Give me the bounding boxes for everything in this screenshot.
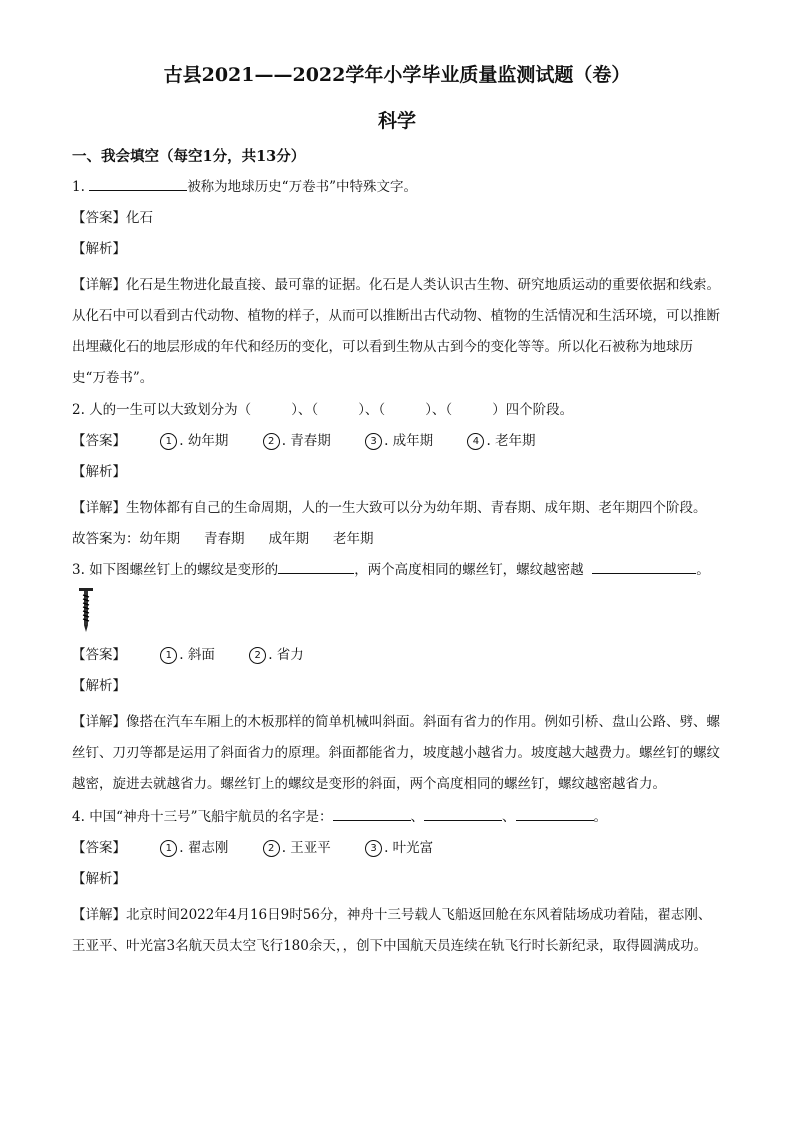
question-text-start: 人的一生可以大致划分为（ — [89, 402, 252, 418]
detail-text: 化石是生物进化最直接、最可靠的证据。化石是人类认识古生物、研究地质运动的重要依据和线索。从化石中可以看到古代动物、植物的样子，从而可以推断出古代动物、植物的生活情况和生活环境，可以推断出埋藏化石的地层形成的年代和经历的变化，可以看到生物从古到今的变化等等。所以化石被称为地球历史“万卷书”。 — [72, 277, 720, 386]
detail-1 — [72, 270, 722, 394]
answer-label: 【答案】 — [72, 210, 126, 226]
separator: 、 — [410, 809, 424, 825]
analysis-label-4: 【解析】 — [72, 871, 126, 887]
circled-number: 2 — [263, 433, 280, 450]
analysis-label-2: 【解析】 — [72, 464, 126, 480]
detail-3 — [72, 707, 722, 800]
answer-label: 【答案】 — [72, 433, 126, 449]
detail-text: 生物体都有自己的生命周期，人的一生大致可以分为幼年期、青春期、成年期、老年期四个阶段。 — [126, 500, 707, 516]
analysis-label-3: 【解析】 — [72, 678, 126, 694]
question-3 — [72, 559, 722, 581]
conclusion-2 — [72, 524, 722, 555]
answer-blank — [333, 806, 411, 821]
answer-blank — [278, 559, 354, 574]
subject-title: 科学 — [377, 110, 416, 132]
answer-label: 【答案】 — [72, 647, 126, 663]
circled-number: 1 — [160, 840, 177, 857]
answer-item: 2 . 青春期 — [263, 431, 331, 452]
circled-number: 1 — [160, 647, 177, 664]
detail-label: 【详解】 — [72, 907, 126, 923]
answer-blank — [592, 559, 696, 574]
answer-text: 幼年期 — [187, 433, 229, 449]
answer-row-4 — [72, 838, 722, 859]
answer-item: 3 . 成年期 — [365, 431, 433, 452]
answer-row-3 — [72, 645, 722, 666]
conclusion-item: 幼年期 — [139, 531, 180, 547]
question-1 — [72, 176, 722, 198]
section-heading: 一、我会填空（每空1分，共13分） — [72, 148, 306, 165]
answer-blank — [424, 806, 502, 821]
detail-2 — [72, 493, 722, 524]
answer-text: 青春期 — [290, 433, 331, 449]
paren-sep: ）、（ — [425, 402, 453, 418]
circled-number: 2 — [249, 647, 266, 664]
question-number: 2. — [72, 402, 85, 418]
circled-number: 3 — [365, 433, 382, 450]
answer-item: 1 . 翟志刚 — [160, 838, 228, 859]
question-number: 3. — [72, 562, 85, 578]
question-number: 4. — [72, 809, 85, 825]
answer-text: 成年期 — [392, 433, 434, 449]
detail-label: 【详解】 — [72, 277, 126, 293]
question-text: 中国“神舟十三号”飞船宇航员的名字是： — [89, 809, 333, 825]
answer-item: 1 . 幼年期 — [160, 431, 228, 452]
answer-item: 2 . 省力 — [249, 645, 304, 666]
paren-sep: ）、（ — [291, 402, 319, 418]
question-text-end: ）四个阶段。 — [492, 402, 574, 418]
question-text: 被称为地球历史“万卷书”中特殊文字。 — [187, 179, 417, 195]
answer-text: 叶光富 — [392, 840, 434, 856]
conclusion-label: 故答案为： — [72, 531, 140, 547]
question-text: 。 — [593, 809, 607, 825]
answer-blank — [516, 806, 594, 821]
circled-number: 3 — [365, 840, 382, 857]
question-4 — [72, 806, 722, 828]
answer-text: 翟志刚 — [187, 840, 229, 856]
question-text: 。 — [696, 562, 710, 578]
question-text: ，两个高度相同的螺丝钉，螺纹越密越 — [354, 562, 584, 578]
analysis-label-1: 【解析】 — [72, 241, 126, 257]
question-2 — [72, 400, 722, 421]
separator: 、 — [502, 809, 516, 825]
answer-text: 王亚平 — [290, 840, 331, 856]
question-number: 1. — [72, 179, 85, 195]
paren-sep: ）、（ — [358, 402, 386, 418]
circled-number: 1 — [160, 433, 177, 450]
detail-4 — [72, 900, 722, 962]
answer-text: 省力 — [276, 647, 304, 663]
answer-row-2 — [72, 431, 722, 452]
answer-label: 【答案】 — [72, 840, 126, 856]
answer-item: 3 . 叶光富 — [365, 838, 433, 859]
answer-text: 老年期 — [495, 433, 536, 449]
page-title: 古县2021——2022学年小学毕业质量监测试题（卷） — [163, 64, 631, 86]
answer-item: 2 . 王亚平 — [263, 838, 331, 859]
answer-text: 斜面 — [187, 647, 215, 663]
detail-label: 【详解】 — [72, 500, 126, 516]
answer-row-1 — [72, 208, 722, 229]
circled-number: 4 — [467, 433, 484, 450]
detail-text: 像搭在汽车车厢上的木板那样的简单机械叫斜面。斜面有省力的作用。例如引桥、盘山公路、劈、螺丝钉、刀刃等都是运用了斜面省力的原理。斜面都能省力，坡度越小越省力。坡度越大越费力。螺丝钉的螺纹越密，旋进去就越省力。螺丝钉上的螺纹是变形的斜面，两个高度相同的螺丝钉，螺纹越密越省力。 — [72, 714, 720, 792]
conclusion-item: 老年期 — [333, 531, 374, 547]
answer-blank — [89, 176, 187, 191]
question-text: 如下图螺丝钉上的螺纹是变形的 — [89, 562, 279, 578]
detail-text: 北京时间2022年4月16日9时56分，神舟十三号载人飞船返回舱在东风着陆场成功着陆，翟志刚、王亚平、叶光富3名航天员太空飞行180余天，，创下中国航天员连续在轨飞行时长新纪录，取得圆满成功。 — [72, 907, 712, 954]
answer-text: 化石 — [126, 210, 153, 226]
detail-label: 【详解】 — [72, 714, 126, 730]
screw-image — [78, 587, 94, 633]
answer-item: 1 . 斜面 — [160, 645, 215, 666]
answer-item: 4 . 老年期 — [467, 431, 535, 452]
circled-number: 2 — [263, 840, 280, 857]
conclusion-item: 青春期 — [204, 531, 245, 547]
conclusion-item: 成年期 — [268, 531, 309, 547]
